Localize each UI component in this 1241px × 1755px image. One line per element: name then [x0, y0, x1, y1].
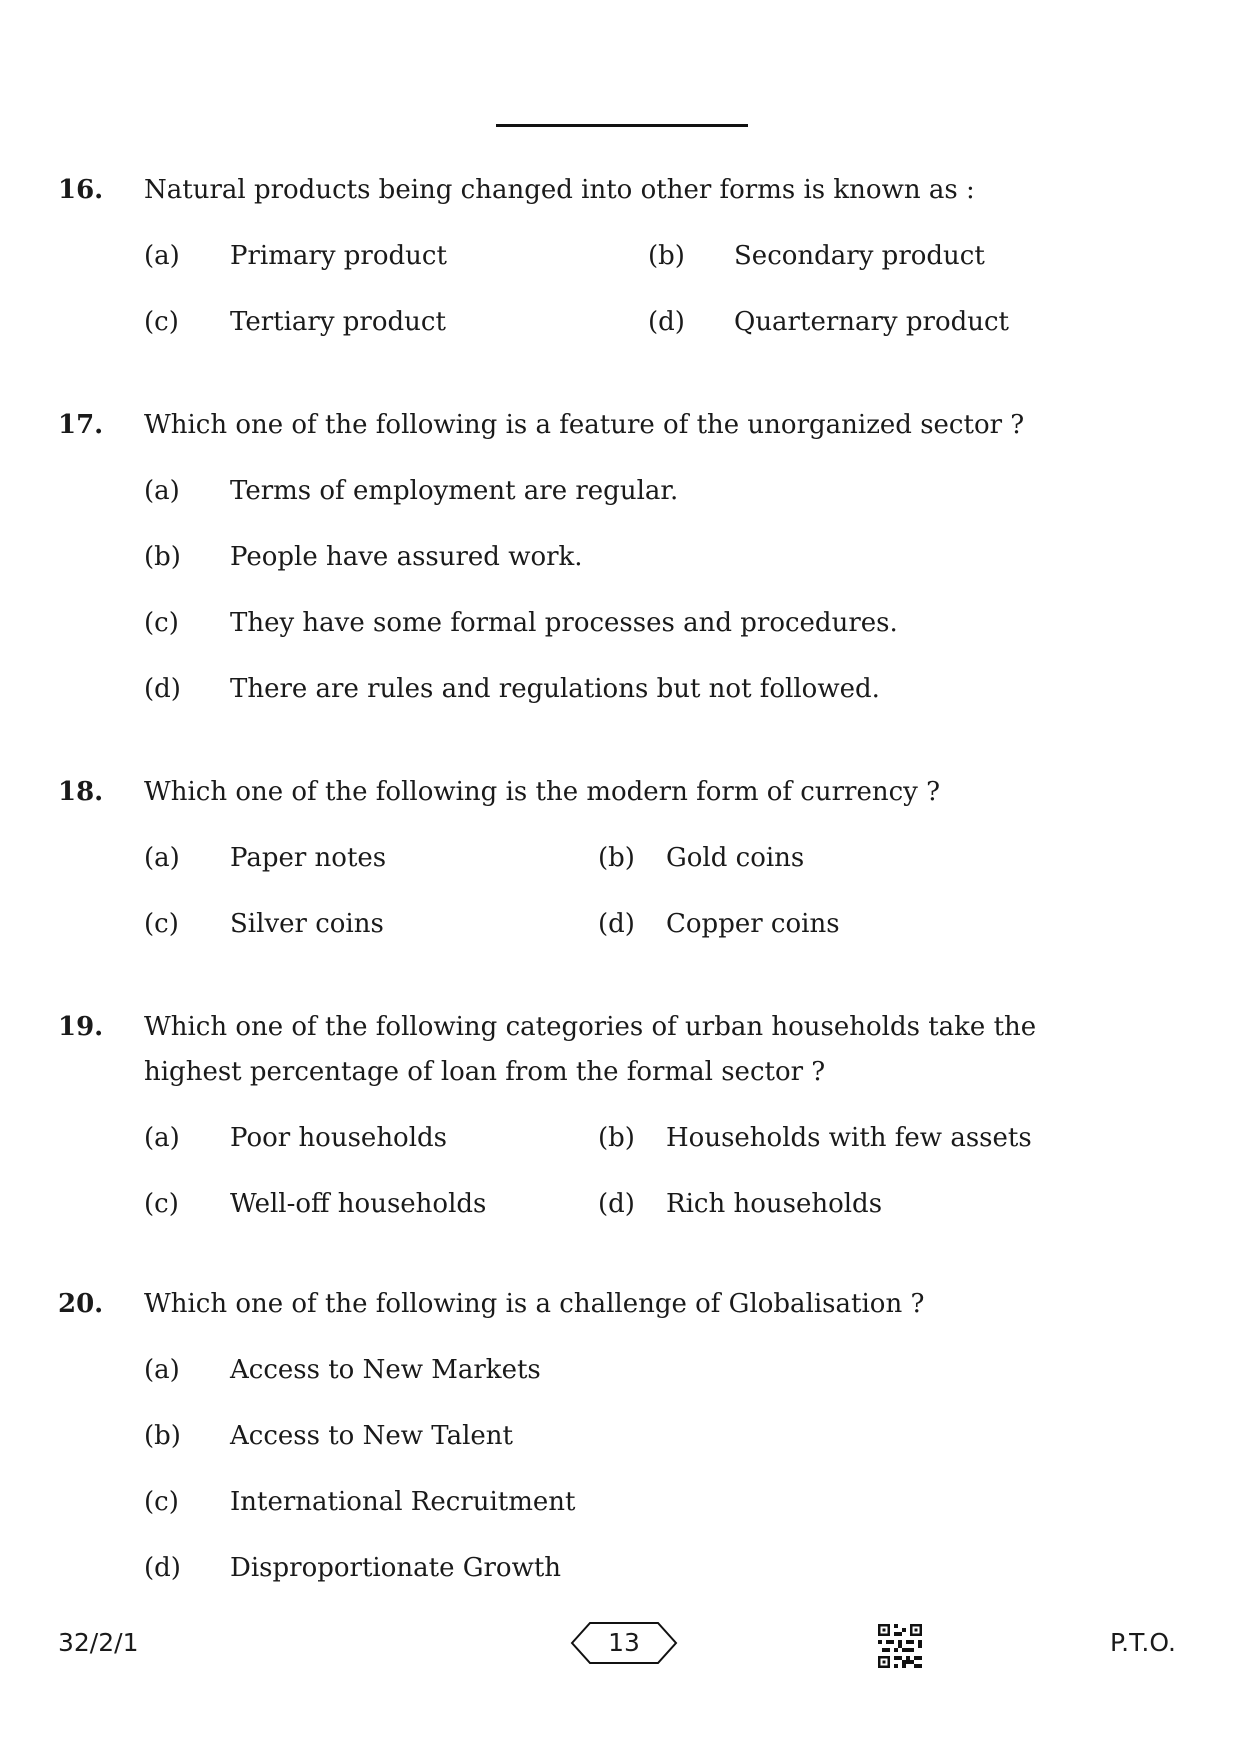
option-b: (b) Households with few assets — [598, 1123, 1032, 1153]
options — [144, 234, 1118, 366]
question-16 — [58, 168, 1118, 366]
question-text: Which one of the following is a feature of the unorganized sector ? — [144, 410, 1025, 440]
option-a: (a) Poor households — [144, 1123, 448, 1153]
option-c: (c) Silver coins — [144, 909, 384, 939]
question-18 — [58, 770, 1118, 968]
options — [144, 1348, 1118, 1612]
pto-label: P.T.O. — [1110, 1628, 1176, 1657]
options — [144, 836, 1118, 968]
option-a: (a) Primary product — [144, 241, 447, 271]
option-row — [144, 1414, 1118, 1480]
question-text-line-1: Which one of the following categories of urban households take the — [144, 1012, 1037, 1042]
page-number-text: 13 — [608, 1628, 640, 1657]
question-number: 16. — [58, 175, 104, 205]
option-row — [144, 234, 1118, 300]
question-text-line-2: highest percentage of loan from the formal sector ? — [144, 1057, 826, 1087]
option-row — [144, 1546, 1118, 1612]
option-c: (c) Tertiary product — [144, 307, 446, 337]
question-number: 18. — [58, 777, 104, 807]
option-row — [144, 1116, 1118, 1182]
option-d: (d) Disproportionate Growth — [144, 1553, 562, 1583]
option-c: (c) Well-off households — [144, 1189, 487, 1219]
option-b: (b) Access to New Talent — [144, 1421, 513, 1451]
question-19 — [58, 1005, 1118, 1248]
option-d: (d) Copper coins — [598, 909, 840, 939]
question-number: 19. — [58, 1012, 104, 1042]
option-d: (d) Quarternary product — [648, 307, 1010, 337]
option-a: (a) Paper notes — [144, 843, 387, 873]
option-row — [144, 1182, 1118, 1248]
option-c: (c) They have some formal processes and procedures. — [144, 608, 898, 638]
paper-code: 32/2/1 — [58, 1628, 139, 1657]
option-d: (d) There are rules and regulations but not followed. — [144, 674, 880, 704]
question-number: 20. — [58, 1289, 104, 1319]
page-footer — [0, 1620, 1241, 1670]
option-a: (a) Terms of employment are regular. — [144, 476, 679, 506]
question-text: Natural products being changed into other forms is known as : — [144, 175, 975, 205]
question-number: 17. — [58, 410, 104, 440]
option-b: (b) Secondary product — [648, 241, 985, 271]
option-row — [144, 902, 1118, 968]
option-row — [144, 300, 1118, 366]
question-text: Which one of the following is the modern form of currency ? — [144, 777, 941, 807]
option-row — [144, 535, 1118, 601]
option-row — [144, 601, 1118, 667]
question-text: Which one of the following is a challenge of Globalisation ? — [144, 1289, 925, 1319]
page-number — [570, 1620, 678, 1666]
option-b: (b) People have assured work. — [144, 542, 583, 572]
option-d: (d) Rich households — [598, 1189, 883, 1219]
option-row — [144, 1348, 1118, 1414]
qr-code-icon — [878, 1624, 922, 1668]
options — [144, 469, 1118, 733]
options — [144, 1116, 1118, 1248]
option-row — [144, 469, 1118, 535]
option-row — [144, 667, 1118, 733]
question-20 — [58, 1282, 1118, 1612]
option-a: (a) Access to New Markets — [144, 1355, 541, 1385]
option-c: (c) International Recruitment — [144, 1487, 576, 1517]
option-b: (b) Gold coins — [598, 843, 805, 873]
option-row — [144, 836, 1118, 902]
top-divider — [496, 124, 748, 127]
question-17 — [58, 403, 1118, 733]
option-row — [144, 1480, 1118, 1546]
